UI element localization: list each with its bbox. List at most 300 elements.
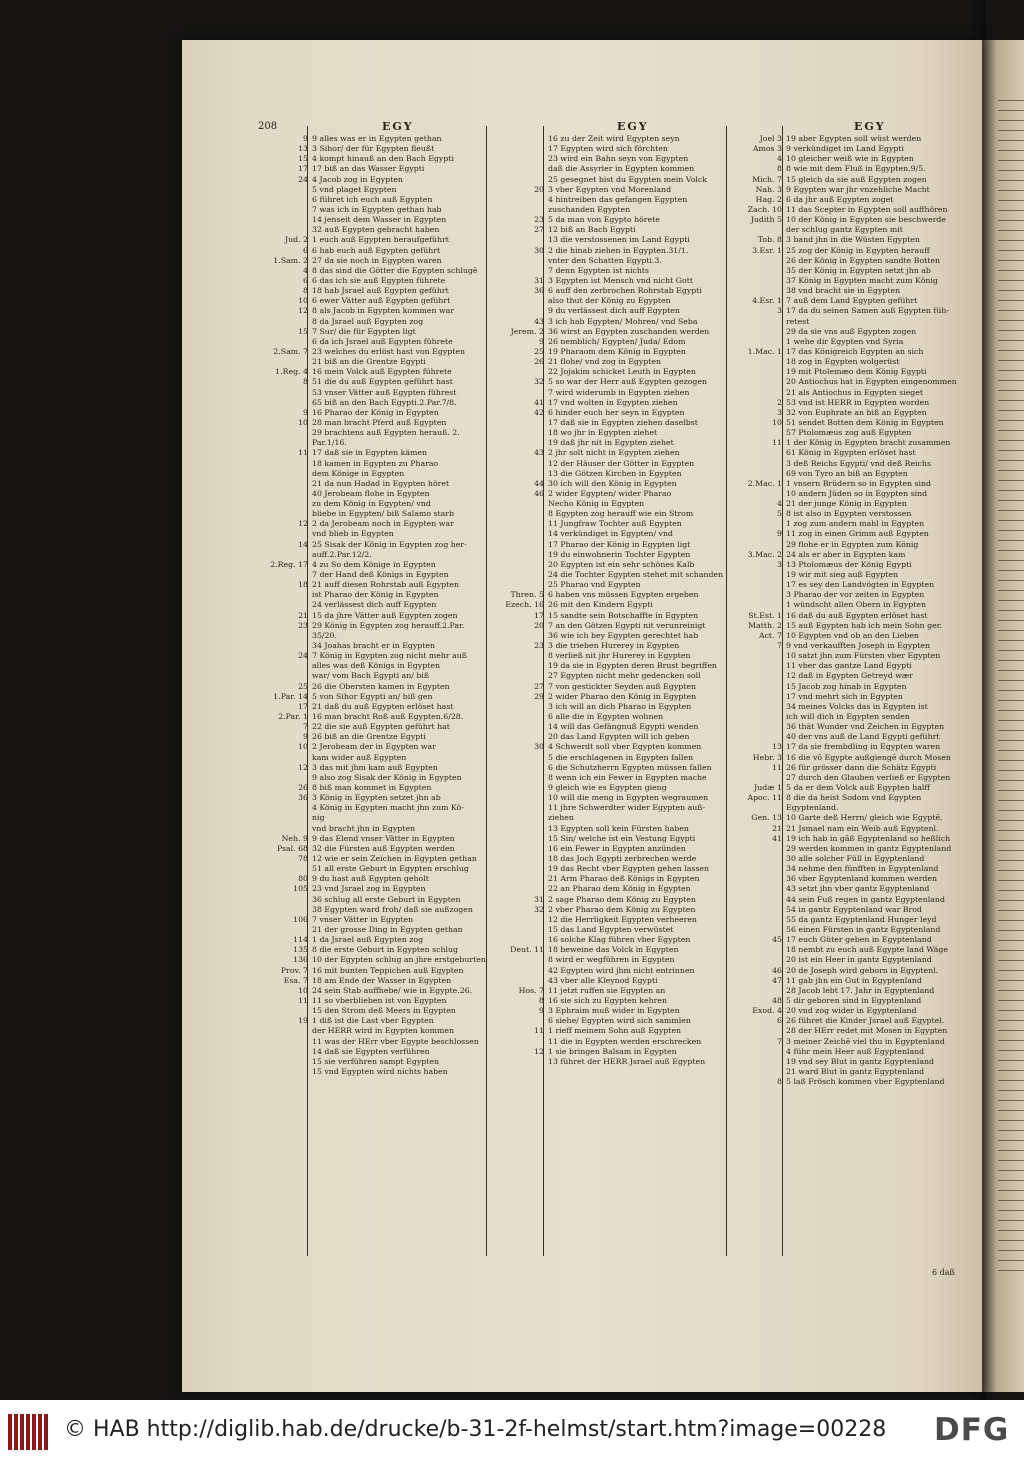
index-entry: [480, 874, 700, 884]
facing-page-text-trace: [998, 300, 1024, 301]
index-entry: [480, 468, 682, 479]
verse-reference: 11: [772, 762, 782, 772]
entry-text: 9 also zog Sisak der König in Egypten: [312, 772, 462, 782]
index-entry: [244, 661, 440, 671]
index-entry: [480, 407, 685, 418]
entry-text: 15 den Strom deß Meers in Egypten: [312, 1006, 456, 1016]
entry-text: 12 die Herrligkeit Egypten verheeren: [548, 914, 697, 924]
entry-text: 35/20.: [312, 630, 337, 640]
index-entry: [480, 275, 693, 286]
index-entry: [244, 428, 460, 438]
facing-page-text-trace: [998, 1020, 1024, 1021]
entry-text: 9 verkündiget im Land Egypti: [786, 144, 905, 154]
index-entry: [244, 296, 451, 306]
index-entry: [480, 428, 660, 438]
index-entry: [244, 975, 452, 986]
entry-text: 1 da Jsrael auß Egypten zog: [312, 935, 424, 945]
index-entry: [244, 985, 473, 996]
index-entry: [718, 397, 930, 408]
verse-reference: Gen. 13: [751, 813, 782, 823]
entry-text: nig: [312, 813, 325, 823]
entry-text: 36 schlug all erste Geburt in Egypten: [312, 894, 461, 904]
entry-text: 40 der vns auß de Land Egypti geführt: [786, 732, 940, 742]
entry-text: 8 wenn ich ein Fewer in Egypten mache: [548, 772, 707, 782]
entry-text: 29 König in Egypten zog herauff.2.Par.: [312, 620, 465, 630]
facing-page-text-trace: [998, 420, 1024, 421]
index-entry: [480, 793, 709, 803]
index-entry: [480, 985, 666, 996]
index-entry: [244, 377, 453, 387]
entry-text: 40 Jerobeam flohe in Egypten: [312, 488, 430, 498]
verse-reference: 29: [534, 691, 544, 701]
entry-text: 4 Jacob zog in Egypten: [312, 174, 403, 184]
index-entry: [244, 275, 446, 286]
verse-reference: Psal. 68: [276, 843, 308, 853]
facing-page-text-trace: [998, 640, 1024, 641]
entry-text: 10 der König in Egypten sie beschwerde: [786, 215, 947, 225]
facing-page-text-trace: [998, 170, 1024, 171]
entry-text: 1 sie bringen Balsam in Egypten: [548, 1046, 677, 1056]
index-entry: [244, 874, 429, 884]
index-entry: [480, 722, 699, 732]
verse-reference: 15: [298, 326, 308, 336]
index-entry: [718, 499, 907, 509]
verse-reference: 42: [534, 407, 544, 417]
verse-reference: 4: [303, 265, 308, 275]
facing-page-text-trace: [998, 1120, 1024, 1121]
verse-reference: 14: [298, 539, 308, 549]
entry-text: 16 daß du auß Egypten erlöset hast: [786, 610, 928, 620]
entry-text: 26 mit den Kindern Egypti: [548, 600, 653, 610]
credit-line[interactable]: © HAB http://diglib.hab.de/drucke/b-31-2f-helmst/start.htm?image=00228: [64, 1417, 887, 1442]
index-entry: [244, 1036, 479, 1047]
index-entry: [718, 924, 941, 935]
entry-text: 18 zog in Egypten wolgerüst: [786, 357, 900, 367]
index-entry: [244, 194, 433, 205]
facing-page-text-trace: [998, 1110, 1024, 1111]
facing-page-text-trace: [998, 750, 1024, 751]
index-entry: [480, 935, 691, 945]
entry-text: 5 von Sihor Egypti an/ biß gen: [312, 691, 433, 701]
index-entry: [244, 641, 436, 651]
verse-reference: 19: [298, 1016, 308, 1026]
entry-text: 10 satzt jhn zum Fürsten vber Egypten: [786, 651, 941, 661]
entry-text: 5 laß Frösch kommen vber Egyptenland: [786, 1077, 945, 1087]
index-entry: [480, 154, 689, 164]
entry-text: 26 für grösser dann die Schätz Egypti: [786, 762, 937, 772]
entry-text: 19 das Recht vber Egypten gehen lassen: [548, 864, 710, 874]
index-entry: [244, 824, 424, 834]
verse-reference: 7: [303, 722, 308, 732]
verse-reference: 11: [534, 1026, 544, 1036]
entry-text: 6 da ich Jsrael auß Egypten führete: [312, 336, 453, 346]
entry-text: 11 so vberblieben ist von Egypten: [312, 995, 447, 1005]
index-entry: [480, 1036, 702, 1047]
index-entry: [244, 945, 458, 955]
index-entry: [244, 570, 449, 580]
verse-reference: 17: [298, 701, 308, 711]
entry-text: zuschanden Egypten: [548, 204, 631, 214]
index-entry: [244, 762, 438, 773]
hab-logo-bar: [38, 1414, 42, 1450]
entry-text: 16 Pharao der König in Egypten: [312, 407, 439, 417]
entry-text: 14 will das Gefängnuß Egypti wenden: [548, 722, 699, 732]
entry-text: 7 von gestickter Seyden auß Egypten: [548, 681, 696, 691]
facing-page-text-trace: [998, 690, 1024, 691]
page-number: 208: [258, 121, 278, 132]
facing-page-text-trace: [998, 280, 1024, 281]
verse-reference: 9: [303, 134, 308, 143]
index-entry: [718, 519, 925, 529]
facing-page-text-trace: [998, 400, 1024, 401]
index-entry: [718, 762, 937, 773]
entry-text: 8 die da heist Sodom vnd Egypten: [786, 793, 922, 803]
facing-page-text-trace: [998, 430, 1024, 431]
verse-reference: 11: [298, 995, 308, 1005]
entry-text: vnd bracht jhn in Egypten: [312, 823, 416, 833]
entry-text: 26 führet die Kinder Jsrael auß Egyptel.: [786, 1016, 945, 1026]
verse-reference: Jud. 2: [284, 235, 308, 245]
facing-page-text-trace: [998, 150, 1024, 151]
entry-text: 5 da er dem Volck auß Egypten halff: [786, 783, 930, 792]
index-entry: [244, 620, 465, 631]
facing-page-text-trace: [998, 650, 1024, 651]
entry-text: 6 hab euch auß Egypten geführt: [312, 245, 441, 255]
entry-text: 8 verließ nit jhr Hurerey in Egypten: [548, 651, 691, 661]
entry-text: 14 daß sie Egypten verführen: [312, 1046, 430, 1056]
entry-text: 17 daß sie in Egypten ziehen daselbst: [548, 417, 698, 427]
index-entry: [480, 1046, 677, 1057]
entry-text: 29 flohe er in Egypten zum König: [786, 539, 919, 549]
entry-text: 19 vnd sey Blut in gantz Egyptenland: [786, 1056, 935, 1066]
index-entry: [718, 914, 937, 925]
index-entry: [718, 590, 925, 600]
verse-reference: 2.Par. 1: [278, 712, 308, 722]
verse-reference: 41: [772, 833, 782, 843]
verse-reference: 6: [303, 275, 308, 285]
index-entry: [718, 549, 906, 560]
index-entry: [718, 874, 938, 884]
facing-page-text-trace: [998, 180, 1024, 181]
verse-reference: 47: [772, 975, 782, 985]
index-entry: [480, 752, 694, 763]
verse-reference: 8: [777, 1077, 782, 1087]
verse-reference: 6: [777, 1016, 782, 1026]
index-entry: [718, 255, 941, 266]
index-entry: [480, 995, 668, 1006]
entry-text: 3 ich will an dich Pharao in Egypten: [548, 701, 692, 711]
facing-page-text-trace: [998, 790, 1024, 791]
index-entry: [480, 1026, 682, 1036]
index-entry: [718, 539, 919, 550]
verse-reference: Matth. 2: [748, 620, 782, 630]
entry-text: 8 ist also in Egypten verstossen: [786, 509, 912, 519]
entry-text: 13 die Götzen Kirchen in Egypten: [548, 468, 682, 478]
index-column-2: [480, 134, 724, 1067]
entry-text: 18 nembt zu euch auß Egypte land Wäge: [786, 945, 949, 955]
index-entry: [480, 590, 699, 600]
verse-reference: 10: [298, 296, 308, 306]
facing-page-text-trace: [998, 1050, 1024, 1051]
verse-reference: 36: [298, 793, 308, 803]
index-entry: [718, 154, 914, 164]
facing-page-text-trace: [998, 1080, 1024, 1081]
facing-page-text-trace: [998, 1000, 1024, 1001]
facing-page-text-trace: [998, 920, 1024, 921]
entry-text: 51 die du auß Egypten geführt hast: [312, 377, 453, 387]
entry-text: 13 führet der HERR Jsrael auß Egypten: [548, 1056, 706, 1066]
index-entry: [244, 1066, 448, 1077]
verse-reference: 114: [293, 935, 308, 945]
facing-page-text-trace: [998, 900, 1024, 901]
index-entry: [718, 681, 907, 692]
verse-reference: 26: [534, 357, 544, 367]
entry-text: 3 Ephraim muß wider in Egypten: [548, 1006, 680, 1016]
verse-reference: 1.Mac. 1: [747, 346, 782, 356]
facing-page-text-trace: [998, 1160, 1024, 1161]
entry-text: 1 wündscht allen Obern in Egypten: [786, 600, 926, 610]
index-entry: [718, 955, 932, 965]
entry-text: 3 das mit jhm kam auß Egypten: [312, 762, 438, 772]
entry-text: 53 vnser Vätter auß Egypten führest: [312, 387, 457, 397]
index-entry: [480, 965, 695, 976]
facing-page-text-trace: [998, 880, 1024, 881]
facing-page-edge: [982, 40, 1024, 1392]
entry-text: 17 biß an das Wasser Egypti: [312, 164, 425, 174]
index-entry: [480, 458, 695, 469]
facing-page-text-trace: [998, 1250, 1024, 1251]
index-entry: [244, 610, 458, 621]
verse-reference: 31: [534, 894, 544, 904]
entry-text: 26 nemblich/ Egypten/ Juda/ Edom: [548, 336, 686, 346]
verse-reference: 136: [293, 955, 308, 965]
verse-reference: 27: [534, 225, 544, 235]
verse-reference: 44: [534, 478, 544, 488]
entry-text: 7 was ich in Egypten gethan hab: [312, 204, 442, 214]
entry-text: 23 vnd Jsrael zog in Egypten: [312, 884, 426, 894]
index-entry: [718, 488, 928, 499]
index-entry: [718, 1016, 945, 1026]
verse-reference: 20: [534, 620, 544, 630]
index-entry: [718, 600, 926, 610]
verse-reference: 9: [303, 732, 308, 742]
index-entry: [244, 833, 455, 844]
index-entry: [718, 803, 898, 813]
entry-text: 4 kompt hinauß an den Bach Egypti: [312, 154, 454, 164]
index-entry: [480, 397, 678, 408]
index-entry: [244, 559, 436, 570]
index-entry: [244, 843, 455, 854]
entry-text: 6 alle die in Egypten wohnen: [548, 712, 664, 722]
entry-text: 56 einen Fürsten in gantz Egyptenland: [786, 924, 941, 934]
entry-text: 8 Egypten zog herauff wie ein Strom: [548, 509, 694, 519]
facing-page-text-trace: [998, 510, 1024, 511]
facing-page-text-trace: [998, 1090, 1024, 1091]
verse-reference: 15: [298, 154, 308, 164]
facing-page-text-trace: [998, 840, 1024, 841]
verse-reference: 3: [777, 407, 782, 417]
verse-reference: Neh. 9: [281, 833, 308, 843]
index-entry: [480, 164, 695, 174]
index-entry: [244, 580, 460, 590]
entry-text: 57 Ptolomæus zog auß Egypten: [786, 428, 912, 438]
entry-text: 15 Sin/ welche ist ein Vestung Egypti: [548, 833, 696, 843]
verse-reference: 4: [777, 154, 782, 164]
entry-text: 1 der König in Egypten bracht zusammen: [786, 438, 951, 448]
entry-text: 2 vber Pharao dem König zu Egypten: [548, 904, 696, 914]
index-entry: [718, 468, 908, 479]
index-entry: [244, 631, 424, 641]
index-entry: [480, 600, 660, 610]
entry-text: 6 das ich sie auß Egypten führete: [312, 275, 446, 285]
entry-text: 13 Egypten soll kein Fürsten haben: [548, 823, 689, 833]
verse-reference: 7: [777, 1036, 782, 1046]
index-entry: [480, 184, 672, 195]
facing-page-text-trace: [998, 1040, 1024, 1041]
entry-text: 17 da du seinen Samen auß Egypten füh-: [786, 306, 949, 316]
entry-text: 14 jenseit dem Wasser in Egypten: [312, 215, 447, 225]
entry-text: 23 wird ein Bahn seyn von Egypten: [548, 154, 689, 164]
entry-text: 21 biß an die Grentze Egypti: [312, 357, 426, 367]
entry-text: 11 das Scepter in Egypten soll auffhören: [786, 204, 948, 214]
index-entry: [244, 164, 424, 174]
facing-page-text-trace: [998, 130, 1024, 131]
entry-text: 54 in gantz Egyptenland war Brod: [786, 904, 922, 914]
index-entry: [244, 935, 424, 945]
index-entry: [718, 935, 932, 945]
entry-text: 10 andern Jüden so in Egypten sind: [786, 488, 928, 498]
column-3-header: EGY: [854, 120, 886, 133]
verse-reference: 8: [303, 377, 308, 387]
index-entry: [480, 914, 697, 925]
index-entry: [480, 742, 702, 752]
facing-page-text-trace: [998, 1190, 1024, 1191]
entry-text: 19 da sie in Egypten deren Brust begriffen: [548, 661, 717, 671]
index-entry: [718, 317, 898, 327]
entry-text: 3 ich hab Egypten/ Mohren/ vnd Seba: [548, 316, 698, 326]
index-entry: [244, 722, 450, 732]
entry-text: 9 Egypten war jhr vnzehliche Macht: [786, 184, 930, 194]
entry-text: 43 setzt jhn vber gantz Egyptenland: [786, 884, 930, 894]
entry-text: 11 jhre Schwerdter wider Egypten auß-: [548, 803, 706, 813]
facing-page-text-trace: [998, 680, 1024, 681]
facing-page-text-trace: [998, 820, 1024, 821]
entry-text: 8 als Jacob in Egypten kommen war: [312, 306, 455, 316]
verse-reference: 17: [534, 610, 544, 620]
entry-text: 7 auß dem Land Egypten geführt: [786, 296, 918, 306]
index-entry: [718, 671, 913, 681]
entry-text: 18 das Joch Egypti zerbrechen werde: [548, 853, 697, 863]
entry-text: 3 vber Egypten vnd Morenland: [548, 184, 672, 194]
index-entry: [718, 1066, 925, 1077]
facing-page-text-trace: [998, 830, 1024, 831]
facing-page-text-trace: [998, 660, 1024, 661]
facing-page-text-trace: [998, 1270, 1024, 1271]
entry-text: 28 Jacob lebt 17. Jahr in Egyptenland: [786, 985, 935, 995]
facing-page-text-trace: [998, 1240, 1024, 1241]
entry-text: 5 vnd plaget Egypten: [312, 184, 397, 194]
facing-page-text-trace: [998, 320, 1024, 321]
entry-text: 3 Pharao der vor zeiten in Egypten: [786, 590, 925, 600]
index-entry: [718, 793, 922, 803]
index-entry: [718, 245, 930, 256]
entry-text: 30 alle solcher Füll in Egyptenland: [786, 853, 925, 863]
entry-text: 9 vnd verkaufften Joseph in Egypten: [786, 641, 931, 651]
index-entry: [718, 346, 924, 357]
facing-page-text-trace: [998, 760, 1024, 761]
facing-page-text-trace: [998, 270, 1024, 271]
entry-text: 8 das sind die Götter die Egypten schlugē: [312, 265, 478, 275]
index-entry: [480, 488, 672, 499]
entry-text: 27 durch den Glauben verließ er Egypten: [786, 772, 951, 782]
index-entry: [480, 306, 680, 316]
entry-text: 11 die in Egypten werden erschrecken: [548, 1036, 702, 1046]
entry-text: 4 Schwerdt soll vber Egypten kommen: [548, 742, 702, 752]
entry-text: 8 wird er wegführen in Egypten: [548, 955, 675, 965]
verse-reference: Hos. 7: [518, 985, 544, 995]
verse-reference: 46: [772, 965, 782, 975]
verse-reference: 23: [534, 215, 544, 225]
index-entry: [244, 681, 450, 692]
index-entry: [244, 144, 435, 154]
entry-text: der schlug gantz Egypten mit: [786, 225, 903, 235]
facing-page-text-trace: [998, 470, 1024, 471]
verse-reference: 2: [777, 397, 782, 407]
entry-text: 18 hab Jsrael auß Egypten geführt: [312, 286, 449, 296]
facing-page-text-trace: [998, 940, 1024, 941]
index-entry: [480, 691, 697, 702]
verse-reference: 32: [534, 377, 544, 387]
facing-page-text-trace: [998, 1260, 1024, 1261]
index-entry: [244, 215, 447, 225]
index-entry: [718, 732, 940, 742]
entry-text: 7 vnser Vätter in Egypten: [312, 914, 414, 924]
facing-page-text-trace: [998, 910, 1024, 911]
facing-page-text-trace: [998, 950, 1024, 951]
entry-text: 1 diß ist die Last vber Egypten: [312, 1016, 434, 1026]
index-entry: [480, 732, 690, 742]
index-entry: [718, 884, 930, 894]
facing-page-text-trace: [998, 360, 1024, 361]
entry-text: 44 sein Fuß regen in gantz Egyptenland: [786, 894, 945, 904]
index-entry: [244, 995, 447, 1006]
entry-text: 69 von Tyro an biß an Egypten: [786, 468, 908, 478]
index-entry: [480, 519, 682, 529]
index-entry: [480, 772, 707, 783]
index-entry: [480, 823, 689, 834]
entry-text: 6 siehe/ Egypten wird sich sammlen: [548, 1016, 691, 1026]
verse-reference: 21: [298, 610, 308, 620]
verse-reference: 23: [534, 641, 544, 651]
verse-reference: Tob. 8: [757, 235, 782, 245]
index-entry: [244, 185, 424, 195]
verse-reference: 2.Sam. 7: [273, 346, 308, 356]
entry-text: 29 brachtens auß Egypten herauß. 2.: [312, 428, 460, 438]
index-entry: [244, 134, 442, 144]
entry-text: 15 Jacob zog hinab in Egypten: [786, 681, 907, 691]
facing-page-text-trace: [998, 330, 1024, 331]
verse-reference: Judæ 1: [754, 783, 782, 792]
verse-reference: 48: [772, 995, 782, 1005]
entry-text: 17 euch Güter geben in Egyptenland: [786, 935, 932, 945]
entry-text: 21 Jsmael nam ein Weib auß Egyptenl.: [786, 823, 939, 833]
facing-page-text-trace: [998, 1220, 1024, 1221]
entry-text: 36 thät Wunder vnd Zeichen in Egypten: [786, 722, 945, 732]
index-entry: [480, 651, 691, 661]
index-entry: [718, 752, 951, 763]
index-entry: [480, 904, 696, 915]
hab-logo-bar: [44, 1414, 48, 1450]
